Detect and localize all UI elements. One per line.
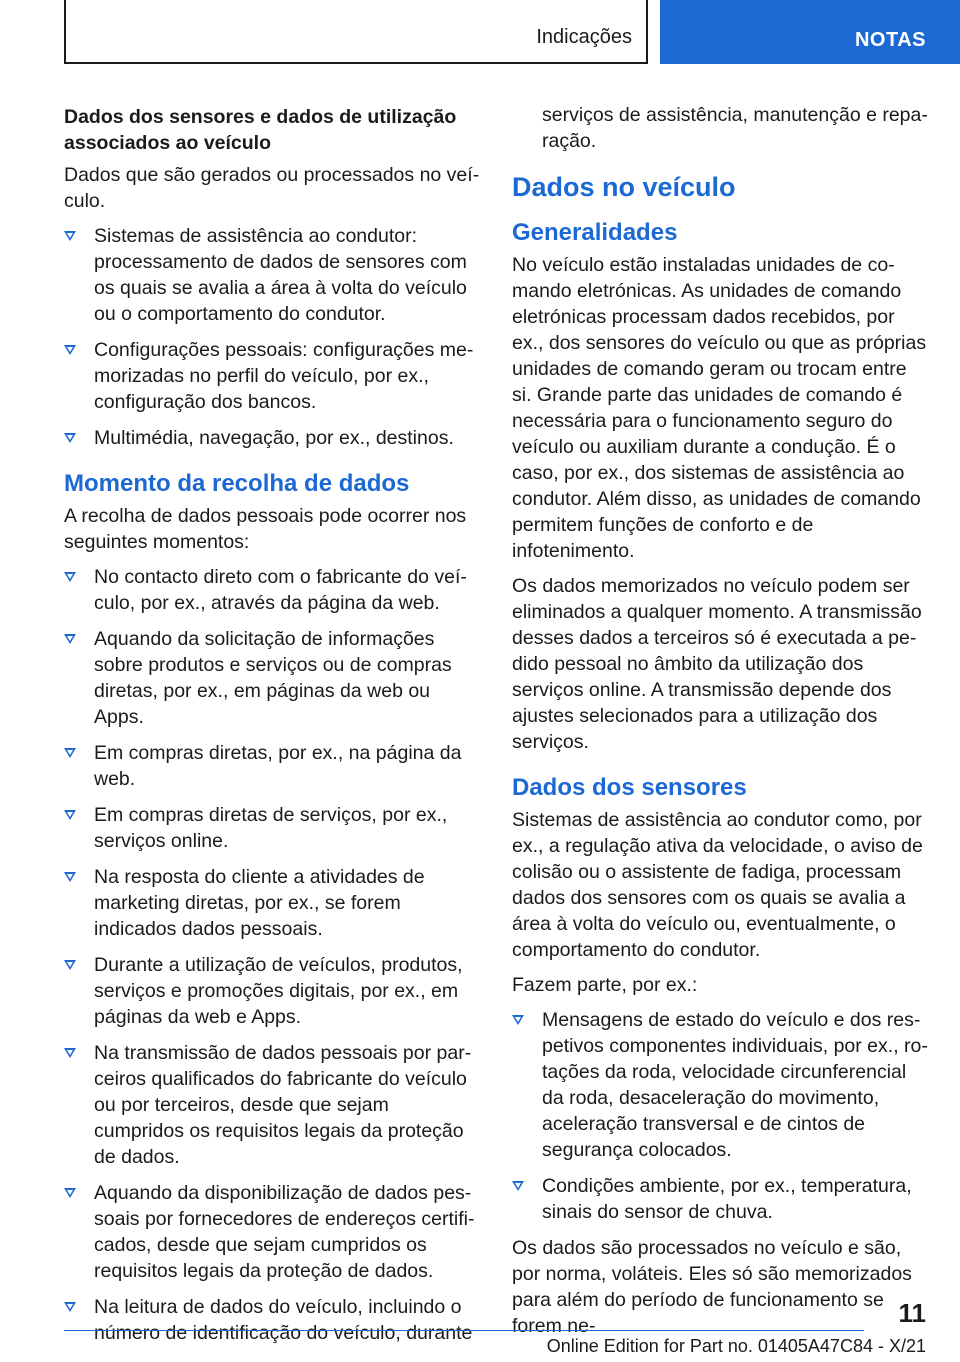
- bullet-list: [64, 564, 480, 1346]
- list-item: Sistemas de assistência ao condutor: processamento de dados de sensores com os quais se avalia a área à volta do veículo ou o comportamento do condutor.: [64, 223, 480, 327]
- triangle-bullet-icon: [64, 960, 76, 970]
- section-title: Dados dos sensores: [512, 774, 747, 801]
- triangle-bullet-icon: [64, 810, 76, 820]
- triangle-bullet-icon: [64, 433, 76, 443]
- header-chapter-tab-label: NOTAS: [854, 29, 926, 51]
- list-item-continuation: serviços de assistência, manutenção e reparação.: [542, 104, 928, 152]
- triangle-bullet-icon: [64, 1188, 76, 1198]
- section-title: Momento da recolha de dados: [64, 470, 410, 497]
- section-intro: A recolha de dados pessoais pode ocorrer nos seguintes momentos:: [64, 505, 467, 553]
- list-item: No contacto direto com o fabricante do veículo, por ex., através da página da web.: [64, 564, 480, 616]
- triangle-bullet-icon: [64, 572, 76, 582]
- footer-edition-text: Online Edition for Part no. 01405A47C84 - X/21: [546, 1336, 926, 1356]
- list-item: Na transmissão de dados pessoais por parceiros qualificados do fabricante do veículo ou por terceiros, desde que sejam cumpridos os requisitos legais da proteção de dados.: [64, 1040, 480, 1170]
- list-item: Na leitura de dados do veículo, incluindo o número de identificação do veículo, durante: [64, 1294, 480, 1346]
- triangle-bullet-icon: [64, 1048, 76, 1058]
- list-item: Aquando da disponibilização de dados pessoais por fornecedores de endereços certificados, desde que sejam cumpridos os requisitos legais da proteção de dados.: [64, 1180, 480, 1284]
- section-title: Generalidades: [512, 219, 678, 246]
- paragraph: Os dados memorizados no veículo podem ser eliminados a qualquer momento. A transmissão desses dados a terceiros só é executada a pedido pessoal no âmbito da utilização dos serviços online. A transmissão depende dos ajustes selecionados para a utilização dos serviços.: [512, 575, 922, 753]
- header-chapter-tab: [660, 0, 960, 64]
- list-item: Configurações pessoais: configurações memorizadas no perfil do veículo, por ex., configuração dos bancos.: [64, 337, 480, 415]
- page-header: [0, 0, 960, 66]
- header-section-title: Indicações: [536, 26, 632, 48]
- paragraph: Fazem parte, por ex.:: [512, 974, 698, 996]
- right-column: [512, 102, 928, 1348]
- list-item: Em compras diretas de serviços, por ex., serviços online.: [64, 802, 480, 854]
- triangle-bullet-icon: [64, 634, 76, 644]
- list-item: Mensagens de estado do veículo e dos respetivos componentes individuais, por ex., rotações da roda, velocidade circunferencial da roda, desaceleração do movimento, aceleração transversal e de cintos de segurança colocados.: [512, 1007, 928, 1163]
- chapter-title: Dados no veículo: [512, 172, 736, 202]
- triangle-bullet-icon: [64, 748, 76, 758]
- triangle-bullet-icon: [64, 872, 76, 882]
- footer-divider: [64, 1330, 864, 1331]
- list-item: Na resposta do cliente a atividades de marketing diretas, por ex., se forem indicados dados pessoais.: [64, 864, 480, 942]
- list-item: Durante a utilização de veículos, produtos, serviços e promoções digitais, por ex., em páginas da web e Apps.: [64, 952, 480, 1030]
- bullet-list: [64, 223, 480, 451]
- list-item: Em compras diretas, por ex., na página da web.: [64, 740, 480, 792]
- left-column: [64, 104, 480, 1356]
- triangle-bullet-icon: [512, 1015, 524, 1025]
- subsection-intro: Dados que são gerados ou processados no veículo.: [64, 164, 480, 212]
- bullet-list: [512, 1007, 928, 1225]
- triangle-bullet-icon: [64, 345, 76, 355]
- header-section-box: [64, 0, 648, 64]
- page-number: 11: [898, 1298, 926, 1328]
- list-item: Aquando da solicitação de informações sobre produtos e serviços ou de compras diretas, por ex., em páginas da web ou Apps.: [64, 626, 480, 730]
- triangle-bullet-icon: [64, 1302, 76, 1312]
- paragraph: Sistemas de assistência ao condutor como, por ex., a regulação ativa da velocidade, o aviso de colisão ou o assistente de fadiga, processam dados dos sensores com os quais se avalia a área à volta do veículo ou, eventualmente, o comportamento do condutor.: [512, 809, 923, 961]
- paragraph: Os dados são processados no veículo e são, por norma, voláteis. Eles só são memorizados para além do período de funcionamento se forem ne-: [512, 1237, 912, 1337]
- triangle-bullet-icon: [512, 1181, 524, 1191]
- triangle-bullet-icon: [64, 231, 76, 241]
- list-item: Condições ambiente, por ex., temperatura, sinais do sensor de chuva.: [512, 1173, 928, 1225]
- subsection-heading: Dados dos sensores e dados de utilização associados ao veículo: [64, 106, 457, 154]
- list-item: Multimédia, navegação, por ex., destinos.: [64, 425, 480, 451]
- paragraph: No veículo estão instaladas unidades de comando eletrónicas. As unidades de comando eletrónicas processam dados recebidos, por ex., dos sensores do veículo ou que as próprias unidades de comando geram ou trocam entre si. Grande parte das unidades de comando é necessária para o funcionamento seguro do veículo ou auxiliam durante a condução. É o caso, por ex., dos sistemas de assistência ao condutor. Além disso, as unidades de comando permitem funções de conforto e de infotenimento.: [512, 254, 927, 562]
